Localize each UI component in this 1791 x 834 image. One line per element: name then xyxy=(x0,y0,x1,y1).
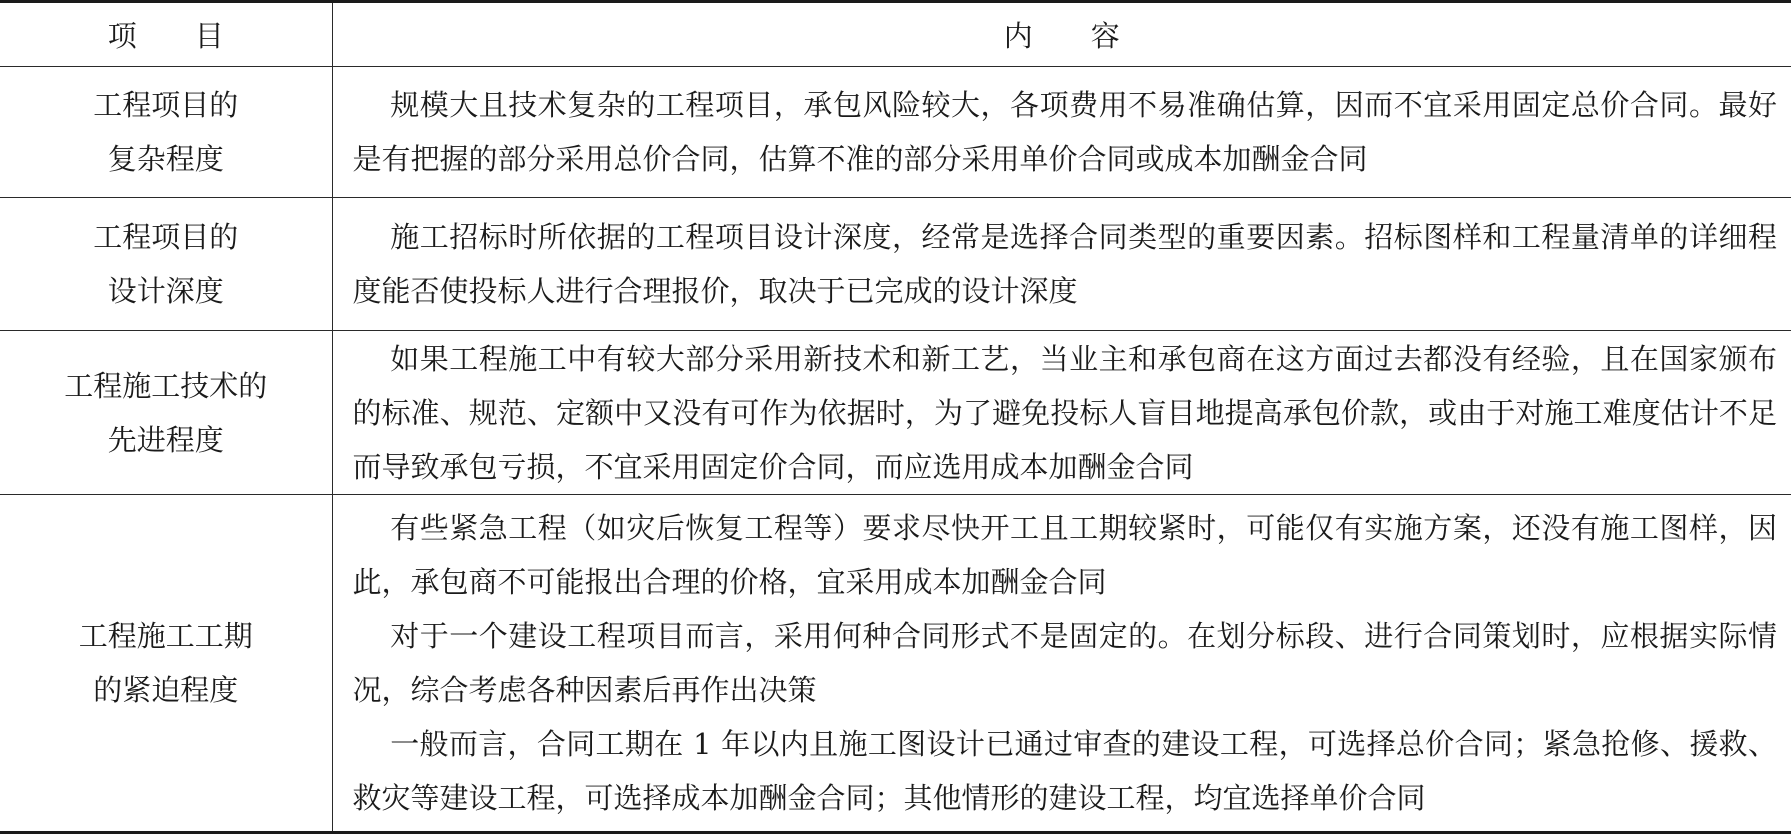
content-cell xyxy=(332,495,1791,833)
item-label: 设计深度 xyxy=(107,274,224,308)
header-content-label: 内 容 xyxy=(1003,19,1120,53)
table-row xyxy=(0,198,1791,331)
content-cell xyxy=(332,67,1791,198)
table-row xyxy=(0,331,1791,495)
content-paragraph: 规模大且技术复杂的工程项目，承包风险较大，各项费用不易准确估算，因而不宜采用固定总价合同。最好是有把握的部分采用总价合同，估算不准的部分采用单价合同或成本加酬金合同 xyxy=(352,88,1777,176)
content-cell xyxy=(332,198,1791,331)
header-content xyxy=(332,2,1791,67)
content-paragraph: 如果工程施工中有较大部分采用新技术和新工艺，当业主和承包商在这方面过去都没有经验，且在国家颁布的标准、规范、定额中又没有可作为依据时，为了避免投标人盲目地提高承包价款，或由于对施工难度估计不足而导致承包亏损，不宜采用固定价合同，而应选用成本加酬金合同 xyxy=(352,341,1777,484)
item-cell xyxy=(0,331,332,495)
header-item xyxy=(0,2,332,67)
item-label: 工程项目的 xyxy=(93,88,239,122)
table-row xyxy=(0,495,1791,833)
header-item-label: 项 目 xyxy=(107,19,224,53)
content-paragraph: 有些紧急工程（如灾后恢复工程等）要求尽快开工且工期较紧时，可能仅有实施方案，还没有施工图样，因此，承包商不可能报出合理的价格，宜采用成本加酬金合同 xyxy=(352,511,1777,599)
content-paragraph: 对于一个建设工程项目而言，采用何种合同形式不是固定的。在划分标段、进行合同策划时，应根据实际情况，综合考虑各种因素后再作出决策 xyxy=(352,619,1777,707)
item-label: 的紧迫程度 xyxy=(93,673,239,707)
item-label: 复杂程度 xyxy=(107,142,224,176)
item-label: 工程施工技术的 xyxy=(64,368,268,403)
item-label: 工程施工工期 xyxy=(78,619,253,653)
content-paragraph: 一般而言，合同工期在 1 年以内且施工图设计已通过审查的建设工程，可选择总价合同；紧急抢修、援救、救灾等建设工程，可选择成本加酬金合同；其他情形的建设工程，均宜选择单价合同 xyxy=(352,727,1777,815)
item-cell xyxy=(0,67,332,198)
content-cell xyxy=(332,331,1791,495)
content-paragraph: 施工招标时所依据的工程项目设计深度，经常是选择合同类型的重要因素。招标图样和工程量清单的详细程度能否使投标人进行合理报价，取决于已完成的设计深度 xyxy=(352,220,1777,308)
item-cell xyxy=(0,495,332,833)
table-header-row xyxy=(0,2,1791,67)
item-label: 先进程度 xyxy=(107,422,224,457)
item-label: 工程项目的 xyxy=(93,220,239,254)
item-cell xyxy=(0,198,332,331)
table-row xyxy=(0,67,1791,198)
